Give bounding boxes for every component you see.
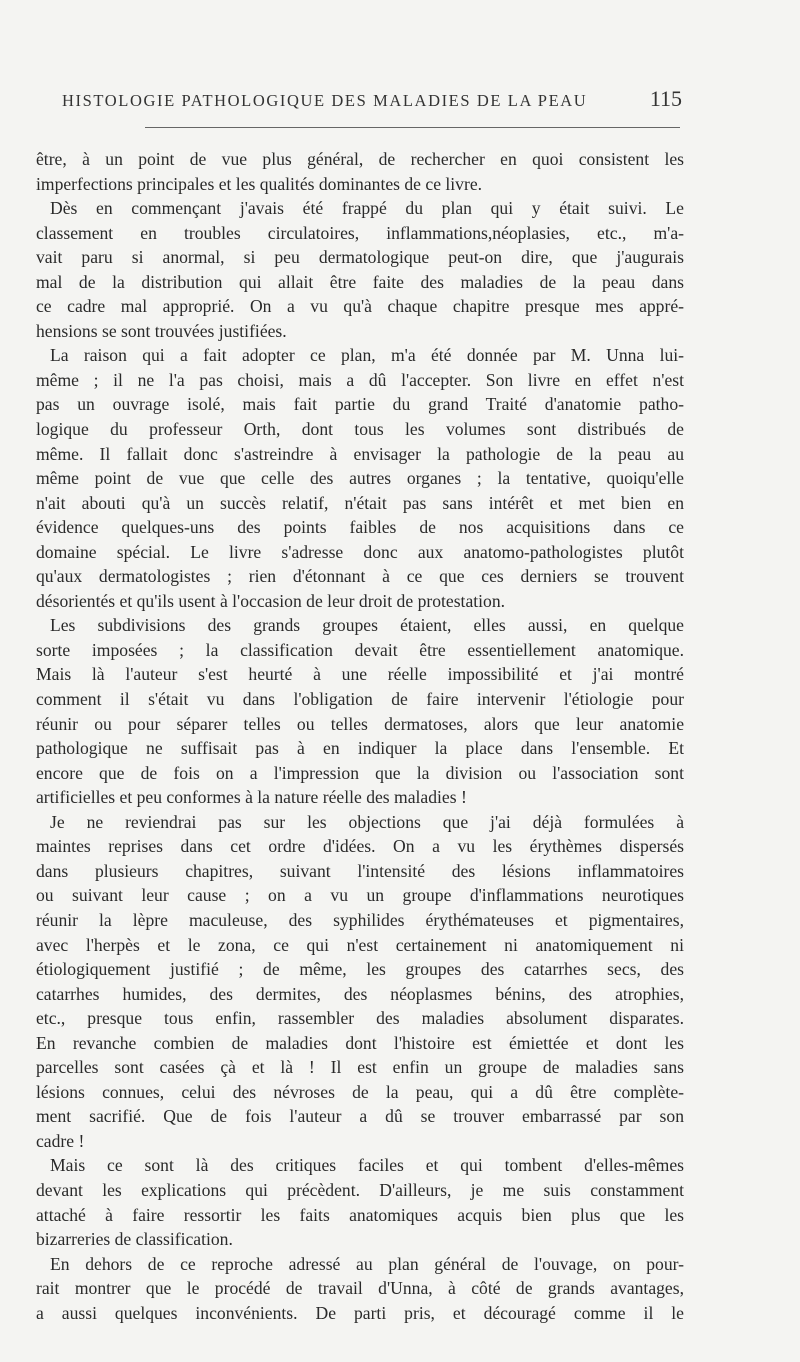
text-line: n'ait abouti qu'à un succès relatif, n'était pas sans intérêt et met bien en [36,492,684,513]
text-line: Dès en commençant j'avais été frappé du plan qui y était suivi. Le [50,198,684,219]
text-line: attaché à faire ressortir les faits anatomiques acquis bien plus que les [36,1204,684,1225]
text-line: Les subdivisions des grands groupes étaient, elles aussi, en quelque [50,615,684,636]
text-line: même ; il ne l'a pas choisi, mais a dû l'accepter. Son livre en effet n'est [36,369,684,390]
text-line: artificielles et peu conformes à la nature réelle des maladies ! [36,787,467,808]
text-line: avec l'herpès et le zona, ce qui n'est certainement ni anatomiquement ni [36,934,684,955]
text-line: devant les explications qui précèdent. D'ailleurs, je me suis constamment [36,1179,684,1200]
text-line: être, à un point de vue plus général, de rechercher en quoi consistent les [36,149,684,169]
running-title: HISTOLOGIE PATHOLOGIQUE DES MALADIES DE LA PEAU [62,91,588,110]
text-line: désorientés et qu'ils usent à l'occasion de leur droit de protestation. [36,590,506,611]
text-line: La raison qui a fait adopter ce plan, m'a été donnée par M. Unna lui- [50,345,684,366]
text-line: Mais là l'auteur s'est heurté à une réelle impossibilité et j'ai montré [36,664,684,685]
text-line: ce cadre mal approprié. On a vu qu'à chaque chapitre presque mes appré- [36,296,684,317]
text-line: Mais ce sont là des critiques faciles et qui tombent d'elles-mêmes [50,1155,684,1176]
text-line: ment sacrifié. Que de fois l'auteur a dû se trouver embarrassé par son [36,1106,684,1127]
text-line: En dehors de ce reproche adressé au plan général de l'ouvage, on pour- [50,1253,684,1274]
text-line: même point de vue que celle des autres organes ; la tentative, quoiqu'elle [36,468,684,489]
text-line: mal de la distribution qui allait être faite des maladies de la peau dans [36,271,684,292]
text-line: bizarreries de classification. [36,1229,233,1250]
text-line: comment il s'était vu dans l'obligation de faire intervenir l'étiologie pour [36,689,684,710]
page-number: 115 [649,86,682,111]
text-line: rait montrer que le procédé de travail d'Unna, à côté de grands avantages, [36,1278,684,1299]
text-line: catarrhes humides, des dermites, des néoplasmes bénins, des atrophies, [36,983,684,1004]
text-line: pas un ouvrage isolé, mais fait partie du grand Traité d'anatomie patho- [36,394,684,415]
text-line: domaine spécial. Le livre s'adresse donc aux anatomo-pathologistes plutôt [36,541,684,562]
text-line: imperfections principales et les qualités dominantes de ce livre. [36,173,483,194]
text-line: évidence quelques-uns des points faibles de nos acquisitions dans ce [36,517,684,538]
text-line: logique du professeur Orth, dont tous les volumes sont distribués de [36,419,684,440]
text-line: encore que de fois on a l'impression que la division ou l'association sont [36,762,684,783]
body-text [36,147,684,1325]
text-line: ou suivant leur cause ; on a vu un groupe d'inflammations neurotiques [36,885,684,906]
text-line: même. Il fallait donc s'astreindre à envisager la pathologie de la peau au [36,443,684,464]
page-header [62,86,682,112]
text-line: pathologique ne suffisait pas à en indiquer la place dans l'ensemble. Et [36,738,684,759]
text-line: maintes reprises dans cet ordre d'idées. On a vu les érythèmes dispersés [36,836,684,857]
text-line: réunir ou pour séparer telles ou telles dermatoses, alors que leur anatomie [36,713,684,734]
text-line: En revanche combien de maladies dont l'histoire est émiettée et dont les [36,1032,684,1053]
text-line: parcelles sont casées çà et là ! Il est enfin un groupe de maladies sans [36,1057,684,1078]
text-line: qu'aux dermatologistes ; rien d'étonnant à ce que ces derniers se trouvent [36,566,684,587]
text-line: sorte imposées ; la classification devait être essentiellement anatomique. [36,639,684,660]
text-line: classement en troubles circulatoires, inflammations,néoplasies, etc., m'a- [36,222,684,243]
text-line: hensions se sont trouvées justifiées. [36,320,287,341]
text-line: Je ne reviendrai pas sur les objections que j'ai déjà formulées à [50,811,684,832]
text-line: vait paru si anormal, si peu dermatologique peut-on dire, que j'augurais [36,247,684,268]
text-line: lésions connues, celui des névroses de la peau, qui a dû être complète- [36,1081,684,1102]
text-line: dans plusieurs chapitres, suivant l'intensité des lésions inflammatoires [36,860,684,881]
text-line: a aussi quelques inconvénients. De parti pris, et découragé comme il le [36,1302,684,1323]
header-rule [145,127,680,128]
text-line: etc., presque tous enfin, rassembler des maladies absolument disparates. [36,1008,684,1029]
text-line: étiologiquement justifié ; de même, les groupes des catarrhes secs, des [36,959,684,980]
text-line: cadre ! [36,1130,85,1151]
text-line: réunir la lèpre maculeuse, des syphilides érythémateuses et pigmentaires, [36,909,684,930]
